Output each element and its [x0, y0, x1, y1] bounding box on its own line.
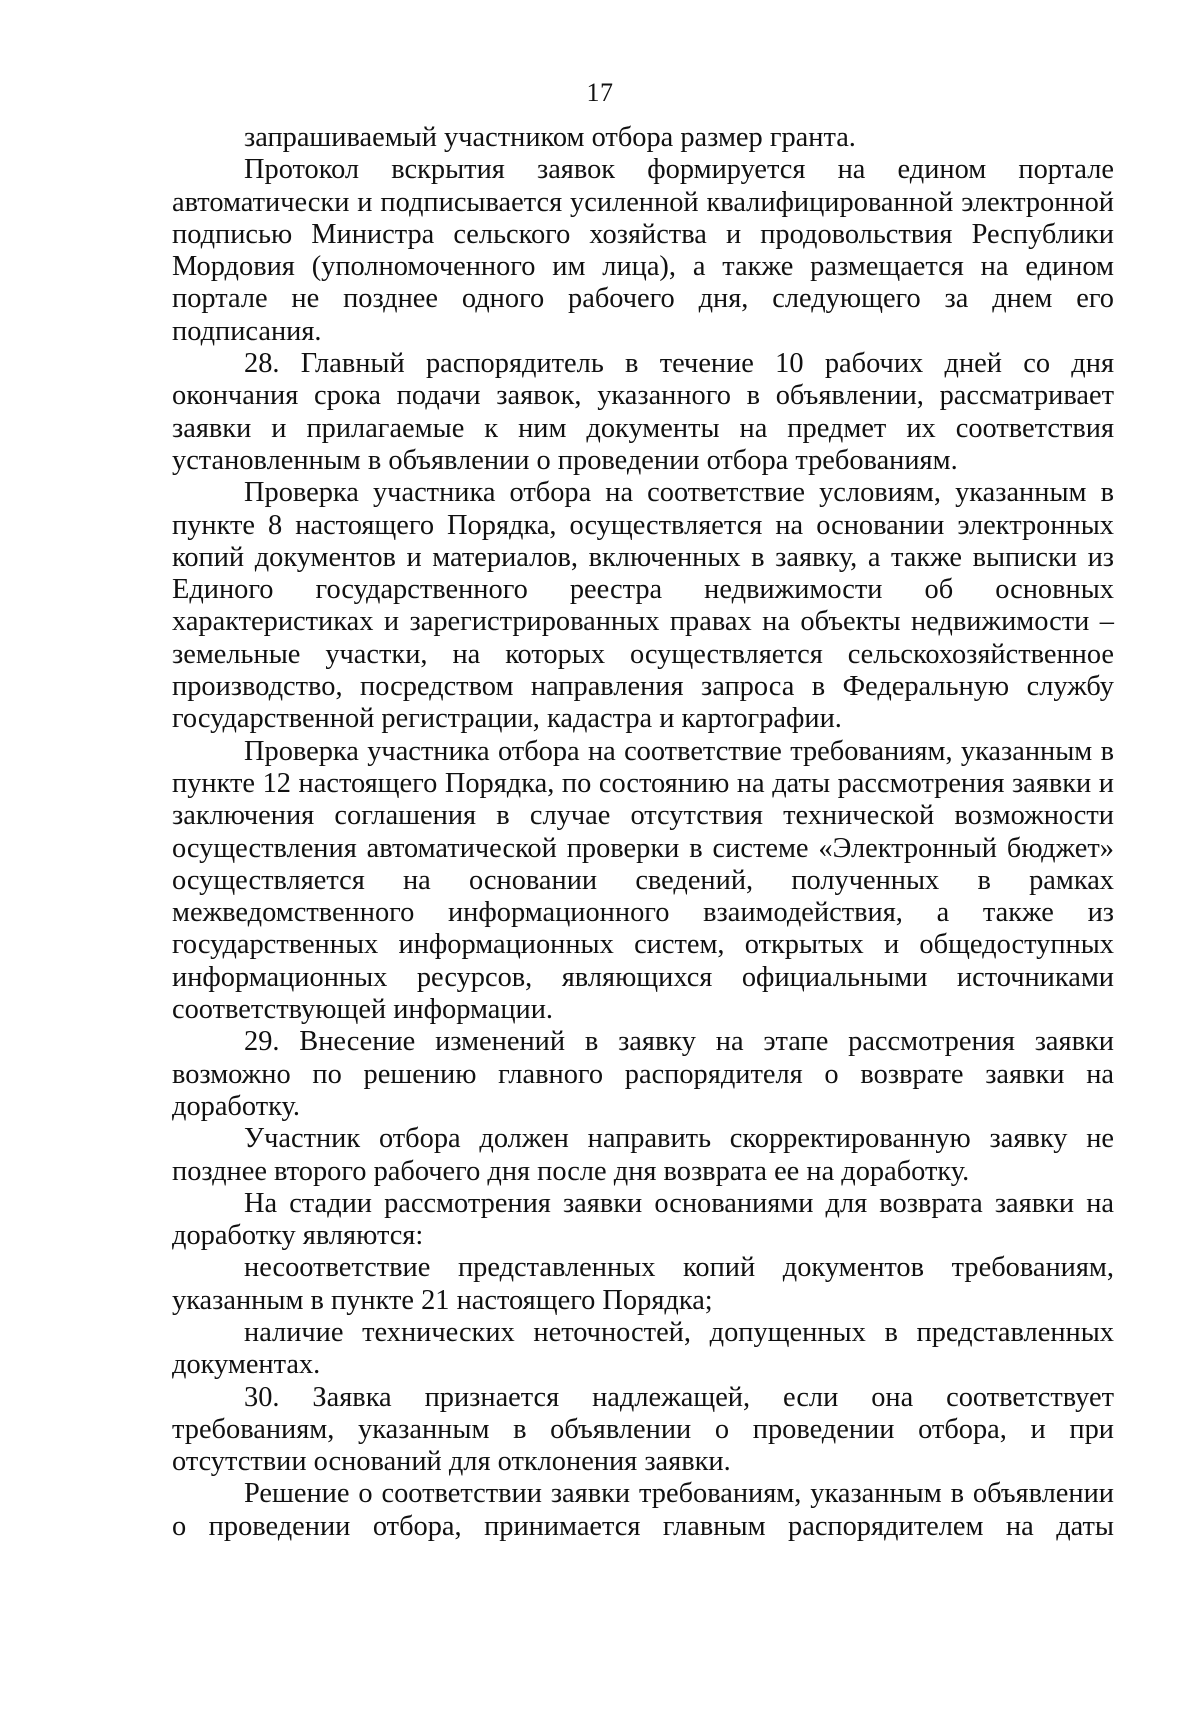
paragraph-item-29: 29. Внесение изменений в заявку на этапе рассмотрения заявки возможно по решению главного распорядителя о возврате заявки на доработку.	[172, 1026, 1114, 1122]
paragraph-continuation: запрашиваемый участником отбора размер гранта.	[244, 122, 856, 153]
page-number: 17	[586, 78, 614, 107]
paragraph-resubmission: Участник отбора должен направить скорректированную заявку не позднее второго рабочего дня после дня возврата ее на доработку.	[172, 1123, 1114, 1187]
paragraph-check-requirements: Проверка участника отбора на соответствие требованиям, указанным в пункте 12 настоящего Порядка, по состоянию на даты рассмотрения заявки и заключения соглашения в случае отсутствия технической возможности осуществления автоматической проверки в системе «Электронный бюджет» осуществляется на основании сведений, полученных в рамках межведомственного информационного взаимодействия, а также из государственных информационных систем, открытых и общедоступных информационных ресурсов, являющихся официальными источниками соответствующей информации.	[172, 735, 1114, 1026]
paragraph-decision: Решение о соответствии заявки требованиям, указанным в объявлении о проведении отбора, принимается главным распорядителем на даты	[172, 1478, 1114, 1542]
paragraph-item-28: 28. Главный распорядитель в течение 10 рабочих дней со дня окончания срока подачи заявок, указанного в объявлении, рассматривает заявки и прилагаемые к ним документы на предмет их соответствия установленным в объявлении о проведении отбора требованиям.	[172, 348, 1114, 476]
paragraph-item-30: 30. Заявка признается надлежащей, если она соответствует требованиям, указанным в объявлении о проведении отбора, и при отсутствии оснований для отклонения заявки.	[172, 1381, 1114, 1478]
paragraph-check-conditions: Проверка участника отбора на соответствие условиям, указанным в пункте 8 настоящего Порядка, осуществляется на основании электронных копий документов и материалов, включенных в заявку, а также выписки из Единого государственного реестра недвижимости об основных характеристиках и зарегистрированных правах на объекты недвижимости – земельные участки, на которых осуществляется сельскохозяйственное производство, посредством направления запроса в Федеральную службу государственной регистрации, кадастра и картографии.	[172, 477, 1114, 735]
paragraph-protocol: Протокол вскрытия заявок формируется на едином портале автоматически и подписывается усиленной квалифицированной электронной подписью Министра сельского хозяйства и продовольствия Республики Мордовия (уполномоченного им лица), а также размещается на едином портале не позднее одного рабочего дня, следующего за днем его подписания.	[172, 154, 1114, 347]
paragraph-ground-1: несоответствие представленных копий документов требованиям, указанным в пункте 21 настоящего Порядка;	[172, 1252, 1114, 1316]
paragraph-return-grounds: На стадии рассмотрения заявки основаниями для возврата заявки на доработку являются:	[172, 1187, 1114, 1252]
paragraph-ground-2: наличие технических неточностей, допущенных в представленных документах.	[172, 1316, 1114, 1381]
document-body	[172, 122, 1114, 1543]
